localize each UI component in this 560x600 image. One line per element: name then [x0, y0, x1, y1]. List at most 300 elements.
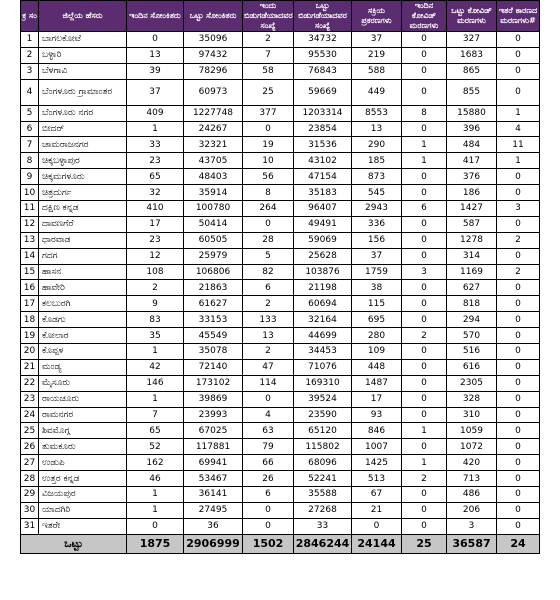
- today-deaths-cell: 0: [402, 359, 447, 375]
- total-infected-cell: 97432: [184, 47, 243, 63]
- total-infected-cell: 23993: [184, 407, 243, 423]
- today-deaths-cell: 0: [402, 169, 447, 185]
- table-row: [21, 439, 540, 455]
- other-deaths-cell: 0: [497, 502, 540, 518]
- table-row: [21, 47, 540, 63]
- other-deaths-cell: 0: [497, 248, 540, 264]
- total-deaths-cell: 1278: [447, 232, 497, 248]
- total-discharged-cell: 27268: [294, 502, 352, 518]
- today-infected-cell: 9: [127, 296, 184, 312]
- header-total-discharged: ಒಟ್ಟು ಬಿಡುಗಡೆಯಾದವರ ಸಂಖ್ಯೆ: [294, 1, 352, 32]
- district-name-cell: ಗದಗ: [39, 248, 127, 264]
- serial-cell: 1: [21, 32, 39, 48]
- today-infected-cell: 13: [127, 47, 184, 63]
- today-infected-cell: 162: [127, 455, 184, 471]
- total-total-deaths: 36587: [447, 534, 497, 553]
- table-row: [21, 232, 540, 248]
- today-deaths-cell: 0: [402, 232, 447, 248]
- today-infected-cell: 42: [127, 359, 184, 375]
- today-deaths-cell: 0: [402, 487, 447, 503]
- total-deaths-cell: 376: [447, 169, 497, 185]
- today-deaths-cell: 1: [402, 153, 447, 169]
- total-discharged-cell: 39524: [294, 391, 352, 407]
- other-deaths-cell: 1: [497, 105, 540, 121]
- today-infected-cell: 65: [127, 423, 184, 439]
- serial-cell: 14: [21, 248, 39, 264]
- header-total-infected: ಒಟ್ಟು ಸೋಂಕಿತರು: [184, 1, 243, 32]
- total-deaths-cell: 1683: [447, 47, 497, 63]
- total-deaths-cell: 587: [447, 216, 497, 232]
- today-discharged-cell: 4: [243, 407, 294, 423]
- today-deaths-cell: 8: [402, 105, 447, 121]
- table-row: [21, 248, 540, 264]
- total-infected-cell: 21863: [184, 280, 243, 296]
- active-cases-cell: 846: [352, 423, 402, 439]
- today-discharged-cell: 7: [243, 47, 294, 63]
- other-deaths-cell: 0: [497, 344, 540, 360]
- today-infected-cell: 1: [127, 391, 184, 407]
- total-discharged-cell: 34732: [294, 32, 352, 48]
- header-total-deaths: ಒಟ್ಟು ಕೋವಿಡ್ ಮರಣಗಳು: [447, 1, 497, 32]
- total-infected-cell: 78296: [184, 63, 243, 79]
- other-deaths-cell: 0: [497, 63, 540, 79]
- active-cases-cell: 219: [352, 47, 402, 63]
- other-deaths-cell: 0: [497, 47, 540, 63]
- active-cases-cell: 1487: [352, 375, 402, 391]
- serial-cell: 19: [21, 328, 39, 344]
- total-infected-cell: 117881: [184, 439, 243, 455]
- table-row: [21, 423, 540, 439]
- active-cases-cell: 37: [352, 248, 402, 264]
- active-cases-cell: 448: [352, 359, 402, 375]
- total-deaths-cell: 486: [447, 487, 497, 503]
- district-name-cell: ಬೆಂಗಳೂರು ಗ್ರಾಮಾಂತರ: [39, 79, 127, 105]
- other-deaths-cell: 0: [497, 407, 540, 423]
- today-deaths-cell: 0: [402, 185, 447, 201]
- total-discharged-cell: 68096: [294, 455, 352, 471]
- today-deaths-cell: 0: [402, 63, 447, 79]
- active-cases-cell: 17: [352, 391, 402, 407]
- total-infected-cell: 50414: [184, 216, 243, 232]
- header-today-discharged: ಇಂದು ಬಿಡುಗಡೆಯಾದವರ ಸಂಖ್ಯೆ: [244, 1, 293, 30]
- today-deaths-cell: 3: [402, 264, 447, 280]
- total-deaths-cell: 616: [447, 359, 497, 375]
- total-infected-cell: 43705: [184, 153, 243, 169]
- total-today-discharged: 1502: [243, 534, 294, 553]
- serial-cell: 20: [21, 344, 39, 360]
- today-deaths-cell: 0: [402, 32, 447, 48]
- today-deaths-cell: 1: [402, 423, 447, 439]
- today-infected-cell: 1: [127, 121, 184, 137]
- other-deaths-cell: 0: [497, 455, 540, 471]
- total-deaths-cell: 1059: [447, 423, 497, 439]
- district-name-cell: ಕಲಬುರಗಿ: [39, 296, 127, 312]
- total-infected-cell: 48403: [184, 169, 243, 185]
- today-deaths-cell: 2: [402, 471, 447, 487]
- today-deaths-cell: 2: [402, 328, 447, 344]
- district-name-cell: ಕೊಡಗು: [39, 312, 127, 328]
- active-cases-cell: 1007: [352, 439, 402, 455]
- other-deaths-cell: 0: [497, 79, 540, 105]
- serial-cell: 3: [21, 63, 39, 79]
- total-infected-cell: 36141: [184, 487, 243, 503]
- today-infected-cell: 409: [127, 105, 184, 121]
- today-infected-cell: 23: [127, 232, 184, 248]
- today-discharged-cell: 0: [243, 518, 294, 534]
- today-discharged-cell: 58: [243, 63, 294, 79]
- table-row: [21, 216, 540, 232]
- other-deaths-cell: 0: [497, 471, 540, 487]
- other-deaths-cell: 0: [497, 487, 540, 503]
- total-discharged-cell: 35183: [294, 185, 352, 201]
- total-deaths-cell: 328: [447, 391, 497, 407]
- active-cases-cell: 449: [352, 79, 402, 105]
- district-name-cell: ದಕ್ಷಿಣ ಕನ್ನಡ: [39, 201, 127, 217]
- total-infected-cell: 61627: [184, 296, 243, 312]
- today-infected-cell: 1: [127, 487, 184, 503]
- district-name-cell: ವಿಜಯಪುರ: [39, 487, 127, 503]
- today-deaths-cell: 0: [402, 407, 447, 423]
- today-infected-cell: 410: [127, 201, 184, 217]
- serial-cell: 29: [21, 487, 39, 503]
- district-name-cell: ಚಾಮರಾಜನಗರ: [39, 137, 127, 153]
- serial-cell: 16: [21, 280, 39, 296]
- serial-cell: 26: [21, 439, 39, 455]
- today-infected-cell: 2: [127, 280, 184, 296]
- table-row: [21, 169, 540, 185]
- total-deaths-cell: 186: [447, 185, 497, 201]
- total-infected-cell: 35078: [184, 344, 243, 360]
- other-deaths-cell: 0: [497, 439, 540, 455]
- total-deaths-cell: 294: [447, 312, 497, 328]
- serial-cell: 23: [21, 391, 39, 407]
- total-infected-cell: 45549: [184, 328, 243, 344]
- total-deaths-cell: 15880: [447, 105, 497, 121]
- today-discharged-cell: 6: [243, 280, 294, 296]
- serial-cell: 9: [21, 169, 39, 185]
- today-deaths-cell: 0: [402, 79, 447, 105]
- total-infected-cell: 32321: [184, 137, 243, 153]
- district-name-cell: ಧಾರವಾಡ: [39, 232, 127, 248]
- total-deaths-cell: 206: [447, 502, 497, 518]
- today-infected-cell: 32: [127, 185, 184, 201]
- table-row: [21, 359, 540, 375]
- serial-cell: 15: [21, 264, 39, 280]
- total-discharged-cell: 103876: [294, 264, 352, 280]
- total-deaths-cell: 3: [447, 518, 497, 534]
- active-cases-cell: 290: [352, 137, 402, 153]
- total-infected-cell: 173102: [184, 375, 243, 391]
- other-deaths-cell: 0: [497, 518, 540, 534]
- total-infected-cell: 106806: [184, 264, 243, 280]
- today-deaths-cell: 6: [402, 201, 447, 217]
- header-other-deaths: ಇತರೆ ಕಾರಣದ ಮರಣಗಳು#: [497, 1, 540, 32]
- serial-cell: 21: [21, 359, 39, 375]
- covid-district-table-frame: [20, 0, 541, 600]
- total-infected-cell: 60505: [184, 232, 243, 248]
- total-discharged-cell: 71076: [294, 359, 352, 375]
- total-discharged-cell: 96407: [294, 201, 352, 217]
- active-cases-cell: 1759: [352, 264, 402, 280]
- total-deaths-cell: 855: [447, 79, 497, 105]
- other-deaths-cell: 0: [497, 169, 540, 185]
- total-discharged-cell: 23590: [294, 407, 352, 423]
- other-deaths-cell: 0: [497, 328, 540, 344]
- today-discharged-cell: 47: [243, 359, 294, 375]
- today-infected-cell: 17: [127, 216, 184, 232]
- total-deaths-cell: 314: [447, 248, 497, 264]
- total-discharged-cell: 65120: [294, 423, 352, 439]
- total-infected-cell: 35096: [184, 32, 243, 48]
- district-name-cell: ಕೋಲಾರ: [39, 328, 127, 344]
- other-deaths-cell: 0: [497, 216, 540, 232]
- district-name-cell: ಹಾಸನ: [39, 264, 127, 280]
- today-deaths-cell: 1: [402, 455, 447, 471]
- table-row: [21, 153, 540, 169]
- total-deaths-cell: 865: [447, 63, 497, 79]
- table-row: [21, 121, 540, 137]
- table-body: [21, 32, 540, 535]
- header-active-cases: ಸಕ್ರಿಯ ಪ್ರಕರಣಗಳು: [352, 1, 402, 32]
- other-deaths-cell: 2: [497, 232, 540, 248]
- total-deaths-cell: 713: [447, 471, 497, 487]
- active-cases-cell: 280: [352, 328, 402, 344]
- active-cases-cell: 695: [352, 312, 402, 328]
- active-cases-cell: 109: [352, 344, 402, 360]
- total-infected-cell: 35914: [184, 185, 243, 201]
- today-infected-cell: 108: [127, 264, 184, 280]
- total-discharged-cell: 47154: [294, 169, 352, 185]
- today-infected-cell: 83: [127, 312, 184, 328]
- active-cases-cell: 2943: [352, 201, 402, 217]
- other-deaths-cell: 0: [497, 312, 540, 328]
- active-cases-cell: 37: [352, 32, 402, 48]
- total-discharged-cell: 60694: [294, 296, 352, 312]
- total-infected-cell: 69941: [184, 455, 243, 471]
- total-discharged-cell: 59069: [294, 232, 352, 248]
- today-infected-cell: 146: [127, 375, 184, 391]
- total-infected-cell: 53467: [184, 471, 243, 487]
- table-row: [21, 391, 540, 407]
- district-name-cell: ಕೊಪ್ಪಳ: [39, 344, 127, 360]
- table-row: [21, 312, 540, 328]
- serial-cell: 30: [21, 502, 39, 518]
- total-infected-cell: 33153: [184, 312, 243, 328]
- active-cases-cell: 13: [352, 121, 402, 137]
- today-discharged-cell: 0: [243, 216, 294, 232]
- serial-cell: 25: [21, 423, 39, 439]
- total-infected-cell: 100780: [184, 201, 243, 217]
- total-deaths-cell: 570: [447, 328, 497, 344]
- table-row: [21, 280, 540, 296]
- today-discharged-cell: 66: [243, 455, 294, 471]
- serial-cell: 8: [21, 153, 39, 169]
- total-row: [21, 534, 540, 553]
- total-discharged-cell: 95530: [294, 47, 352, 63]
- today-infected-cell: 33: [127, 137, 184, 153]
- district-name-cell: ಶಿವಮೊಗ್ಗ: [39, 423, 127, 439]
- active-cases-cell: 513: [352, 471, 402, 487]
- total-total-discharged: 2846244: [294, 534, 352, 553]
- total-discharged-cell: 43102: [294, 153, 352, 169]
- total-deaths-cell: 516: [447, 344, 497, 360]
- district-name-cell: ಬೆಳಗಾವಿ: [39, 63, 127, 79]
- other-deaths-cell: 1: [497, 153, 540, 169]
- total-other-deaths: 24: [497, 534, 540, 553]
- serial-cell: 6: [21, 121, 39, 137]
- total-label: ಒಟ್ಟು: [21, 534, 127, 553]
- active-cases-cell: 21: [352, 502, 402, 518]
- total-deaths-cell: 420: [447, 455, 497, 471]
- total-infected-cell: 72140: [184, 359, 243, 375]
- district-name-cell: ಮಂಡ್ಯ: [39, 359, 127, 375]
- other-deaths-cell: 0: [497, 185, 540, 201]
- other-deaths-cell: 0: [497, 32, 540, 48]
- table-row: [21, 185, 540, 201]
- serial-cell: 12: [21, 216, 39, 232]
- total-total-infected: 2906999: [184, 534, 243, 553]
- total-discharged-cell: 49491: [294, 216, 352, 232]
- today-infected-cell: 12: [127, 248, 184, 264]
- active-cases-cell: 588: [352, 63, 402, 79]
- district-name-cell: ಬಳ್ಳಾರಿ: [39, 47, 127, 63]
- today-infected-cell: 0: [127, 32, 184, 48]
- table-row: [21, 264, 540, 280]
- today-deaths-cell: 0: [402, 439, 447, 455]
- today-discharged-cell: 8: [243, 185, 294, 201]
- today-infected-cell: 37: [127, 79, 184, 105]
- total-infected-cell: 39869: [184, 391, 243, 407]
- header-serial: ಕ್ರ ಸಂ: [21, 1, 39, 32]
- today-discharged-cell: 114: [243, 375, 294, 391]
- today-deaths-cell: 1: [402, 137, 447, 153]
- today-discharged-cell: 377: [243, 105, 294, 121]
- total-infected-cell: 60973: [184, 79, 243, 105]
- covid-district-table: [20, 0, 540, 554]
- serial-cell: 7: [21, 137, 39, 153]
- table-row: [21, 32, 540, 48]
- today-deaths-cell: 0: [402, 502, 447, 518]
- other-deaths-cell: 0: [497, 280, 540, 296]
- total-discharged-cell: 169310: [294, 375, 352, 391]
- district-name-cell: ಹಾವೇರಿ: [39, 280, 127, 296]
- total-discharged-cell: 115802: [294, 439, 352, 455]
- serial-cell: 4: [21, 79, 39, 105]
- total-infected-cell: 24267: [184, 121, 243, 137]
- today-discharged-cell: 10: [243, 153, 294, 169]
- serial-cell: 28: [21, 471, 39, 487]
- today-deaths-cell: 0: [402, 375, 447, 391]
- today-deaths-cell: 0: [402, 518, 447, 534]
- today-discharged-cell: 0: [243, 121, 294, 137]
- total-today-infected: 1875: [127, 534, 184, 553]
- total-discharged-cell: 59669: [294, 79, 352, 105]
- table-row: [21, 518, 540, 534]
- today-infected-cell: 1: [127, 344, 184, 360]
- total-deaths-cell: 396: [447, 121, 497, 137]
- today-discharged-cell: 133: [243, 312, 294, 328]
- total-deaths-cell: 818: [447, 296, 497, 312]
- today-discharged-cell: 0: [243, 502, 294, 518]
- today-infected-cell: 35: [127, 328, 184, 344]
- table-row: [21, 407, 540, 423]
- other-deaths-cell: 0: [497, 391, 540, 407]
- district-name-cell: ಬೀದರ್: [39, 121, 127, 137]
- active-cases-cell: 873: [352, 169, 402, 185]
- table-row: [21, 63, 540, 79]
- today-infected-cell: 46: [127, 471, 184, 487]
- today-deaths-cell: 0: [402, 344, 447, 360]
- today-discharged-cell: 6: [243, 487, 294, 503]
- today-discharged-cell: 19: [243, 137, 294, 153]
- header-today-infected: ಇಂದಿನ ಸೋಂಕಿತರು: [127, 1, 184, 32]
- today-discharged-cell: 82: [243, 264, 294, 280]
- serial-cell: 18: [21, 312, 39, 328]
- today-deaths-cell: 0: [402, 296, 447, 312]
- total-discharged-cell: 23854: [294, 121, 352, 137]
- today-discharged-cell: 264: [243, 201, 294, 217]
- today-discharged-cell: 26: [243, 471, 294, 487]
- active-cases-cell: 38: [352, 280, 402, 296]
- district-name-cell: ಉಡುಪಿ: [39, 455, 127, 471]
- table-row: [21, 296, 540, 312]
- table-row: [21, 375, 540, 391]
- table-row: [21, 502, 540, 518]
- district-name-cell: ತುಮಕೂರು: [39, 439, 127, 455]
- today-discharged-cell: 63: [243, 423, 294, 439]
- active-cases-cell: 336: [352, 216, 402, 232]
- total-discharged-cell: 44699: [294, 328, 352, 344]
- district-name-cell: ಬಾಗಲಕೋಟೆ: [39, 32, 127, 48]
- today-deaths-cell: 0: [402, 312, 447, 328]
- active-cases-cell: 545: [352, 185, 402, 201]
- serial-cell: 31: [21, 518, 39, 534]
- total-deaths-cell: 310: [447, 407, 497, 423]
- active-cases-cell: 1425: [352, 455, 402, 471]
- total-infected-cell: 27495: [184, 502, 243, 518]
- today-infected-cell: 23: [127, 153, 184, 169]
- today-infected-cell: 7: [127, 407, 184, 423]
- serial-cell: 13: [21, 232, 39, 248]
- today-discharged-cell: 79: [243, 439, 294, 455]
- total-deaths-cell: 327: [447, 32, 497, 48]
- active-cases-cell: 93: [352, 407, 402, 423]
- serial-cell: 2: [21, 47, 39, 63]
- other-deaths-cell: 0: [497, 296, 540, 312]
- today-discharged-cell: 2: [243, 344, 294, 360]
- district-name-cell: ಮೈಸೂರು: [39, 375, 127, 391]
- total-deaths-cell: 484: [447, 137, 497, 153]
- total-infected-cell: 36: [184, 518, 243, 534]
- district-name-cell: ಬೆಂಗಳೂರು ನಗರ: [39, 105, 127, 121]
- total-discharged-cell: 25628: [294, 248, 352, 264]
- table-row: [21, 455, 540, 471]
- district-name-cell: ರಾಯಚೂರು: [39, 391, 127, 407]
- today-deaths-cell: 0: [402, 391, 447, 407]
- other-deaths-cell: 2: [497, 264, 540, 280]
- table-row: [21, 201, 540, 217]
- total-deaths-cell: 2305: [447, 375, 497, 391]
- total-deaths-cell: 1427: [447, 201, 497, 217]
- total-today-deaths: 25: [402, 534, 447, 553]
- today-infected-cell: 39: [127, 63, 184, 79]
- total-discharged-cell: 21198: [294, 280, 352, 296]
- today-deaths-cell: 0: [402, 47, 447, 63]
- total-discharged-cell: 52241: [294, 471, 352, 487]
- other-deaths-cell: 0: [497, 423, 540, 439]
- district-name-cell: ಚಿಕ್ಕಮಗಳೂರು: [39, 169, 127, 185]
- table-row: [21, 79, 540, 105]
